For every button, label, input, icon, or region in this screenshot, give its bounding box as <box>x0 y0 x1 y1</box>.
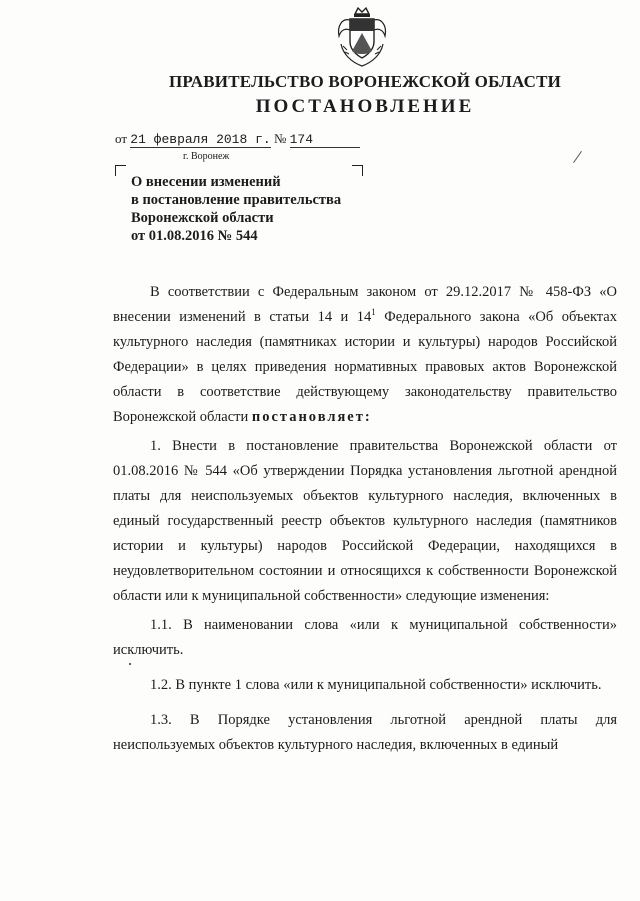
bracket-right <box>352 165 363 176</box>
document-type-title: ПОСТАНОВЛЕНИЕ <box>255 96 475 117</box>
clause-1-1: 1.1. В наименовании слова «или к муниципальной собственности» исключить. <box>113 617 617 658</box>
subject-line: О внесении изменений <box>131 174 281 190</box>
decree-number: 174 <box>290 132 360 148</box>
subject-line: от 01.08.2016 № 544 <box>131 228 258 244</box>
bracket-left <box>115 165 126 176</box>
pen-mark <box>573 151 582 163</box>
preamble-paragraph: В соответствии с Федеральным законом от 29.12.2017 № 458-ФЗ «О внесении изменений в статьи 14 и $14^1$ Федерального закона «Об объектах культурного наследия (памятниках истории и культуры) народов Российской Федерации» в целях приведения нормативных правовых актов Воронежской области в соответствие действующему законодательству правительство Воронежской области постановляет: <box>113 284 617 425</box>
clause-1-3: 1.3. В Порядке установления льготной арендной платы для неиспользуемых объектов культурного наследия, включенных в единый <box>113 712 617 753</box>
subject-line: в постановление правительства <box>131 192 342 208</box>
government-title: ПРАВИТЕЛЬСТВО ВОРОНЕЖСКОЙ ОБЛАСТИ <box>168 72 562 91</box>
subject-heading <box>131 173 341 245</box>
city-label: г. Воронеж <box>183 151 230 162</box>
date-prefix: от <box>115 131 128 146</box>
clause-1: 1. Внести в постановление правительства Воронежской области от 01.08.2016 № 544 «Об утверждении Порядка установления льготной арендной платы для неиспользуемых объектов культурного наследия, включенных в единый государственный реестр объектов культурного наследия (памятников истории и культуры) народов Российской Федерации, находящихся в неудовлетворительном состоянии и относящихся к собственности Воронежской области или к муниципальной собственности» следующие изменения: <box>113 438 617 604</box>
decree-date: 21 февраля 2018 г. <box>130 132 271 147</box>
number-label: № <box>273 131 287 146</box>
date-number-line <box>115 131 360 148</box>
subject-line: Воронежской области <box>131 210 274 226</box>
coat-of-arms-icon <box>333 6 391 70</box>
resolves-word: постановляет: <box>251 409 372 425</box>
clause-1-2: 1.2. В пункте 1 слова «или к муниципальной собственности» исключить. <box>150 677 602 693</box>
document-body <box>113 280 617 762</box>
